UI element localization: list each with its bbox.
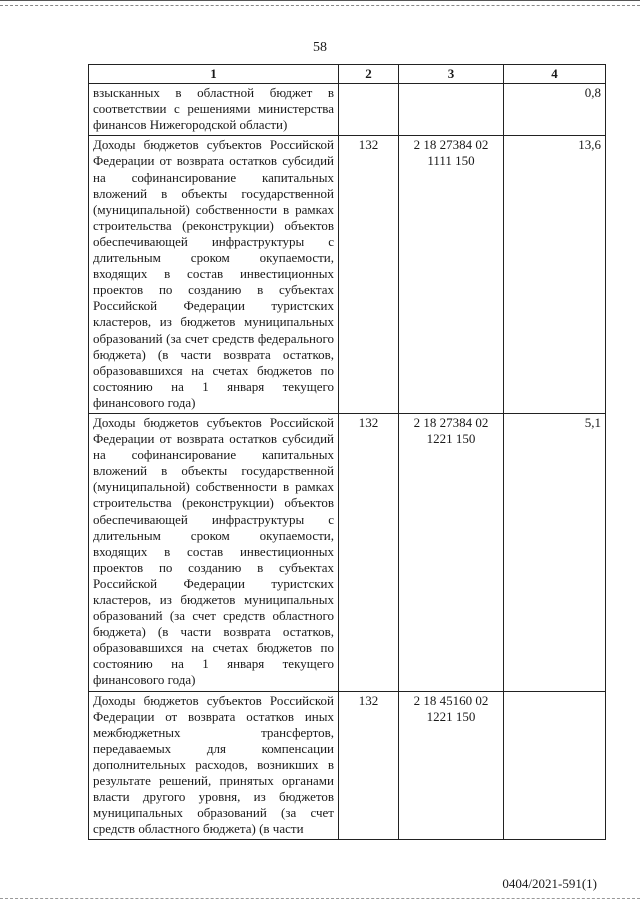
- column-header-3: 3: [399, 65, 504, 84]
- row-classification-code: 2 18 27384 02 1111 150: [399, 136, 504, 414]
- column-header-1: 1: [89, 65, 339, 84]
- page-number: 58: [313, 40, 327, 55]
- table-row: [89, 136, 606, 414]
- scan-edge-bottom: [0, 898, 640, 905]
- document-code: 0404/2021-591(1): [502, 876, 597, 891]
- row-classification-code: 2 18 27384 02 1221 150: [399, 413, 504, 691]
- row-classification-code: 2 18 45160 02 1221 150: [399, 691, 504, 840]
- table-row: [89, 691, 606, 840]
- row-description: Доходы бюджетов субъектов Российской Федерации от возврата остатков субсидий на софинансирование капитальных вложений в объекты государственной (муниципальной) собственности в рамках строительства (реконструкции) объектов обеспечивающей инфраструктуры с длительным сроком окупаемости, входящих в состав инвестиционных проектов по созданию в субъектах Российской Федерации туристских кластеров, из бюджетов муниципальных образований (за счет средств областного бюджета) (в части возврата остатков, образовавшихся на счетах бюджетов по состоянию на 1 января текущего финансового года): [89, 413, 339, 691]
- row-amount: [504, 691, 606, 840]
- row-description: Доходы бюджетов субъектов Российской Федерации от возврата остатков иных межбюджетных трансфертов, передаваемых для компенсации дополнительных расходов, возникших в результате решений, принятых органами власти другого уровня, из бюджетов муниципальных образований (за счет средств областного бюджета) (в части: [89, 691, 339, 840]
- column-header-4: 4: [504, 65, 606, 84]
- row-admin-code: 132: [339, 413, 399, 691]
- row-description: взысканных в областной бюджет в соответствии с решениями министерства финансов Нижегородской области): [89, 84, 339, 136]
- table-header-row: [89, 65, 606, 84]
- row-amount: 0,8: [504, 84, 606, 136]
- column-header-2: 2: [339, 65, 399, 84]
- row-amount: 5,1: [504, 413, 606, 691]
- row-admin-code: [339, 84, 399, 136]
- row-admin-code: 132: [339, 136, 399, 414]
- scan-edge-top: [0, 0, 640, 6]
- table-row: [89, 413, 606, 691]
- row-classification-code: [399, 84, 504, 136]
- row-amount: 13,6: [504, 136, 606, 414]
- row-admin-code: 132: [339, 691, 399, 840]
- table-row: [89, 84, 606, 136]
- budget-income-table: [88, 64, 606, 840]
- row-description: Доходы бюджетов субъектов Российской Федерации от возврата остатков субсидий на софинансирование капитальных вложений в объекты государственной (муниципальной) собственности в рамках строительства (реконструкции) объектов обеспечивающей инфраструктуры с длительным сроком окупаемости, входящих в состав инвестиционных проектов по созданию в субъектах Российской Федерации туристских кластеров, из бюджетов муниципальных образований (за счет средств федерального бюджета) (в части возврата остатков, образовавшихся на счетах бюджетов по состоянию на 1 января текущего финансового года): [89, 136, 339, 414]
